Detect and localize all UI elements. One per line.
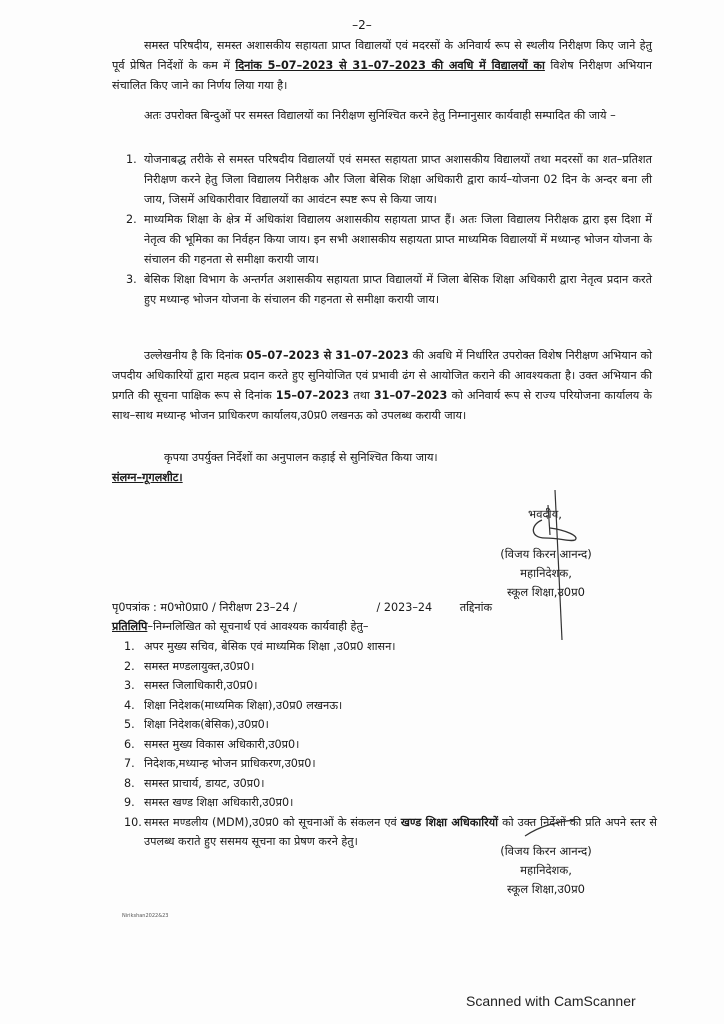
action-point: 3. बेसिक शिक्षा विभाग के अन्तर्गत अशासकीय सहायता प्राप्त विद्यालयों में जिला बेसिक शिक्षा अधिकारी द्वारा नेतृत्व प्रदान करते हुए मध्यान्ह भोजन योजना के संचालन की गहनता से समीक्षा करायी जाय।: [126, 273, 652, 306]
closing-salutation: भवदीय,: [528, 507, 562, 521]
paragraph-compliance: कृपया उपर्युक्त निर्देशों का अनुपालन कड़ाई से सुनिश्चित किया जाय।: [164, 451, 438, 464]
action-point: 2. माध्यमिक शिक्षा के क्षेत्र में अधिकांश विद्यालय अशासकीय सहायता प्राप्त हैं। अतः जिला विद्यालय निरीक्षक द्वारा इस दिशा में नेतृत्व की भूमिका का निर्वहन किया जाय। इन सभी अशासकीय सहायता प्राप्त माध्यमिक विद्यालयों में मध्यान्ह भोजन योजना के संचालन की गहनता से समीक्षा करायी जाय।: [126, 213, 652, 266]
signatory-block-2: [446, 842, 646, 899]
copy-to-heading: प्रतिलिपि–निम्नलिखित को सूचनार्थ एवं आवश्यक कार्यवाही हेतु–: [112, 620, 369, 633]
attachment-note: संलग्न–गूगलशीट।: [112, 471, 183, 484]
reference-line: [112, 598, 657, 618]
copy-recipient: 1. अपर मुख्य सचिव, बेसिक एवं माध्यमिक शिक्षा ,उ0प्र0 शासन।: [124, 640, 396, 653]
letter-date: तद्दिनांक: [459, 601, 493, 614]
action-point: 1. योजनाबद्ध तरीके से समस्त परिषदीय विद्यालयों एवं समस्त सहायता प्राप्त अशासकीय विद्यालयों तथा मदरसों का शत–प्रतिशत निरीक्षण करने हेतु जिला विद्यालय निरीक्षक और जिला बेसिक शिक्षा अधिकारी द्वारा कार्य–योजना 02 दिन के अन्दर बना ली जाय, जिसमें अधिकारीवार विद्यालयों का आवंटन स्पष्ट रूप से किया जाय।: [126, 153, 652, 206]
scanner-watermark: Scanned with CamScanner: [466, 993, 636, 1009]
paragraph-action-intro: अतः उपरोक्त बिन्दुओं पर समस्त विद्यालयों का निरीक्षण सुनिश्चित करने हेतु निम्नानुसार कार्यवाही सम्पादित की जाये –: [144, 109, 616, 122]
highlighted-date-range: दिनांक 5–07–2023 से 31–07–2023 की अवधि में विद्यालयों का: [235, 59, 545, 72]
signatory-name: (विजय किरन आनन्द): [500, 547, 592, 561]
signatory-designation: महानिदेशक,: [520, 863, 572, 877]
signatory-block-1: [446, 545, 646, 602]
letter-number: पृ0पत्रांक : म0भो0प्रा0 / निरीक्षण 23–24 /: [112, 601, 297, 614]
copy-recipient: 3. समस्त जिलाधिकारी,उ0प्र0।: [124, 679, 258, 692]
copy-recipient: 2. समस्त मण्डलायुक्त,उ0प्र0।: [124, 659, 255, 673]
letter-year: / 2023–24: [376, 601, 433, 614]
signatory-office: स्कूल शिक्षा,उ0प्र0: [507, 585, 585, 599]
copy-recipient: 10. समस्त मण्डलीय (MDM),उ0प्र0 को सूचनाओं के संकलन एवं खण्ड शिक्षा अधिकारियों को उक्त निर्देशों की प्रति अपने स्तर से उपलब्ध कराते हुए ससमय सूचना का प्रेषण करने हेतु।: [124, 815, 657, 848]
copy-recipient: 9. समस्त खण्ड शिक्षा अधिकारी,उ0प्र0।: [124, 796, 294, 809]
copy-recipient: 5. शिक्षा निदेशक(बेसिक),उ0प्र0।: [124, 718, 269, 731]
paragraph-campaign-decision: समस्त परिषदीय, समस्त अशासकीय सहायता प्राप्त विद्यालयों एवं मदरसों के अनिवार्य रूप से स्थलीय निरीक्षण किए जाने हेतु पूर्व प्रेषित निर्देशों के कम में दिनांक 5–07–2023 से 31–07–2023 की अवधि में विद्यालयों का विशेष निरीक्षण अभियान संचालित किए जाने का निर्णय लिया गया है।: [112, 39, 652, 92]
signatory-name: (विजय किरन आनन्द): [500, 844, 592, 858]
copy-recipient: 7. निदेशक,मध्यान्ह भोजन प्राधिकरण,उ0प्र0।: [124, 757, 316, 770]
paragraph-progress-reporting: उल्लेखनीय है कि दिनांक 05–07–2023 से 31–07–2023 की अवधि में निर्धारित उपरोक्त विशेष निरीक्षण अभियान को जपदीय अधिकारियों द्वारा महत्व प्रदान करते हुए सुनियोजित एवं प्रभावी ढंग से आयोजित कराने की आवश्यकता है। उक्त अभियान की प्रगति की सूचना पाक्षिक रूप से दिनांक 15–07–2023 तथा 31–07–2023 को अनिवार्य रूप से राज्य परियोजना कार्यालय के साथ–साथ मध्यान्ह भोजन प्राधिकरण कार्यालय,उ0प्र0 लखनऊ को उपलब्ध करायी जाय।: [112, 349, 653, 422]
page-number: –2–: [352, 18, 372, 32]
signatory-office: स्कूल शिक्षा,उ0प्र0: [507, 882, 585, 896]
signatory-designation: महानिदेशक,: [520, 566, 572, 580]
signature-stroke: [520, 818, 580, 838]
file-code: Nirikshan2022&23: [122, 913, 169, 919]
copy-recipient: 6. समस्त मुख्य विकास अधिकारी,उ0प्र0।: [124, 737, 300, 751]
copy-recipient: 8. समस्त प्राचार्य, डायट, उ0प्र0।: [124, 776, 265, 790]
action-points-list: [112, 150, 652, 310]
copy-recipient: 4. शिक्षा निदेशक(माध्यमिक शिक्षा),उ0प्र0 लखनऊ।: [124, 698, 343, 712]
